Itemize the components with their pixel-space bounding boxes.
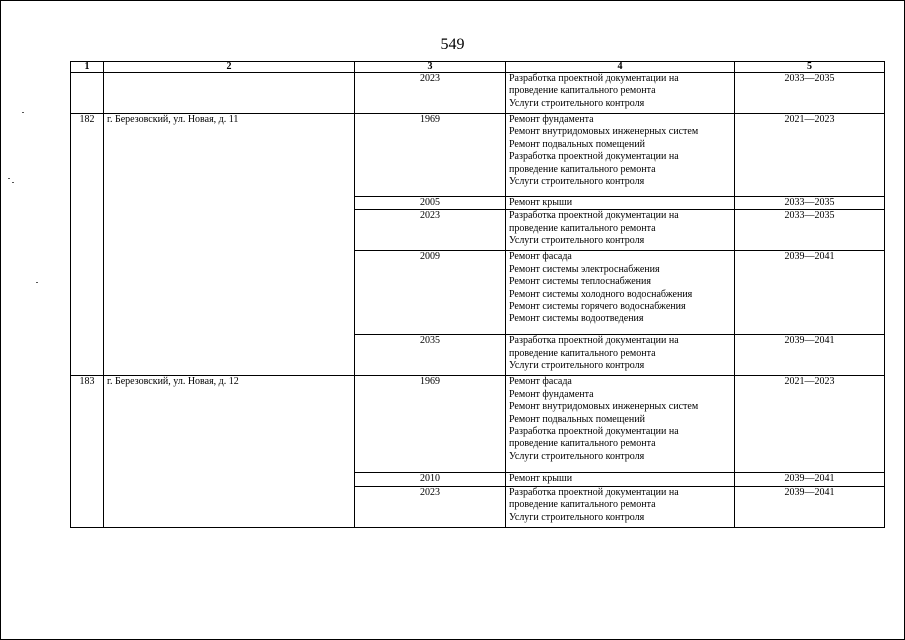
work-item: Ремонт системы горячего водоснабжения [509, 301, 686, 313]
row-number-cell: 183 [71, 376, 104, 527]
address-cell: г. Березовский, ул. Новая, д. 11 [104, 114, 355, 376]
work-item: Услуги строительного контроля [509, 511, 645, 523]
work-item: Ремонт фасада [509, 251, 572, 263]
scan-speck [36, 282, 38, 283]
column-header-2: 2 [104, 62, 355, 73]
page-number: 549 [440, 36, 465, 53]
work-item: проведение капитального ремонта [509, 347, 656, 359]
work-item: Ремонт системы холодного водоснабжения [509, 288, 693, 300]
work-item: Разработка проектной документации на [509, 335, 679, 347]
work-item: Ремонт системы теплоснабжения [509, 276, 651, 288]
work-item: Услуги строительного контроля [509, 235, 645, 247]
column-header-1: 1 [71, 62, 104, 73]
period-cell: 2039—2041 [735, 251, 885, 335]
period-cell: 2039—2041 [735, 486, 885, 527]
year-cell: 1969 [355, 376, 506, 473]
period-cell: 2039—2041 [735, 335, 885, 376]
scan-speck [8, 178, 10, 179]
work-item: Ремонт фундамента [509, 114, 594, 125]
work-item: Ремонт крыши [509, 197, 573, 208]
row-number-cell: 182 [71, 114, 104, 376]
works-cell [506, 486, 735, 527]
work-item: Ремонт подвальных помещений [509, 413, 645, 425]
year-cell: 1969 [355, 114, 506, 197]
work-item: Услуги строительного контроля [509, 97, 645, 109]
work-item: Ремонт подвальных помещений [509, 138, 645, 150]
works-cell [506, 114, 735, 197]
address-cell [104, 73, 355, 114]
period-cell: 2033—2035 [735, 197, 885, 210]
header-row [71, 62, 885, 73]
year-cell: 2010 [355, 473, 506, 486]
works-cell [506, 210, 735, 251]
work-item: Ремонт крыши [509, 473, 573, 485]
work-item: Ремонт системы водоотведения [509, 313, 644, 325]
works-cell [506, 73, 735, 114]
scan-speck [12, 182, 14, 183]
work-item: проведение капитального ремонта [509, 438, 656, 450]
year-cell: 2035 [355, 335, 506, 376]
work-item: Услуги строительного контроля [509, 360, 645, 372]
work-item: Ремонт внутридомовых инженерных систем [509, 126, 699, 138]
year-cell: 2005 [355, 197, 506, 210]
work-item: проведение капитального ремонта [509, 163, 656, 175]
column-header-3: 3 [355, 62, 506, 73]
work-item: Услуги строительного контроля [509, 176, 645, 188]
repair-schedule-table [70, 61, 885, 528]
scan-speck [22, 112, 24, 113]
table-row [71, 114, 885, 197]
work-item: Ремонт системы электроснабжения [509, 263, 660, 275]
column-header-4: 4 [506, 62, 735, 73]
work-item: Разработка проектной документации на [509, 73, 679, 84]
table-row [71, 73, 885, 114]
work-item: проведение капитального ремонта [509, 85, 656, 97]
table-row [71, 376, 885, 473]
work-item: Ремонт внутридомовых инженерных систем [509, 401, 699, 413]
works-cell [506, 335, 735, 376]
work-item: Разработка проектной документации на [509, 210, 679, 222]
works-cell [506, 376, 735, 473]
works-cell [506, 473, 735, 486]
period-cell: 2021—2023 [735, 376, 885, 473]
table-body [71, 73, 885, 528]
period-cell: 2033—2035 [735, 210, 885, 251]
year-cell: 2023 [355, 73, 506, 114]
column-header-5: 5 [735, 62, 885, 73]
row-number-cell [71, 73, 104, 114]
work-item: Разработка проектной документации на [509, 426, 679, 438]
work-item: Разработка проектной документации на [509, 151, 679, 163]
work-item: Ремонт фундамента [509, 388, 594, 400]
work-item: проведение капитального ремонта [509, 499, 656, 511]
work-item: Ремонт фасада [509, 376, 572, 388]
work-item: Разработка проектной документации на [509, 486, 679, 498]
period-cell: 2033—2035 [735, 73, 885, 114]
year-cell: 2009 [355, 251, 506, 335]
period-cell: 2039—2041 [735, 473, 885, 486]
works-cell [506, 251, 735, 335]
work-item: Услуги строительного контроля [509, 450, 645, 462]
address-cell: г. Березовский, ул. Новая, д. 12 [104, 376, 355, 527]
works-cell [506, 197, 735, 210]
period-cell: 2021—2023 [735, 114, 885, 197]
year-cell: 2023 [355, 210, 506, 251]
year-cell: 2023 [355, 486, 506, 527]
work-item: проведение капитального ремонта [509, 222, 656, 234]
